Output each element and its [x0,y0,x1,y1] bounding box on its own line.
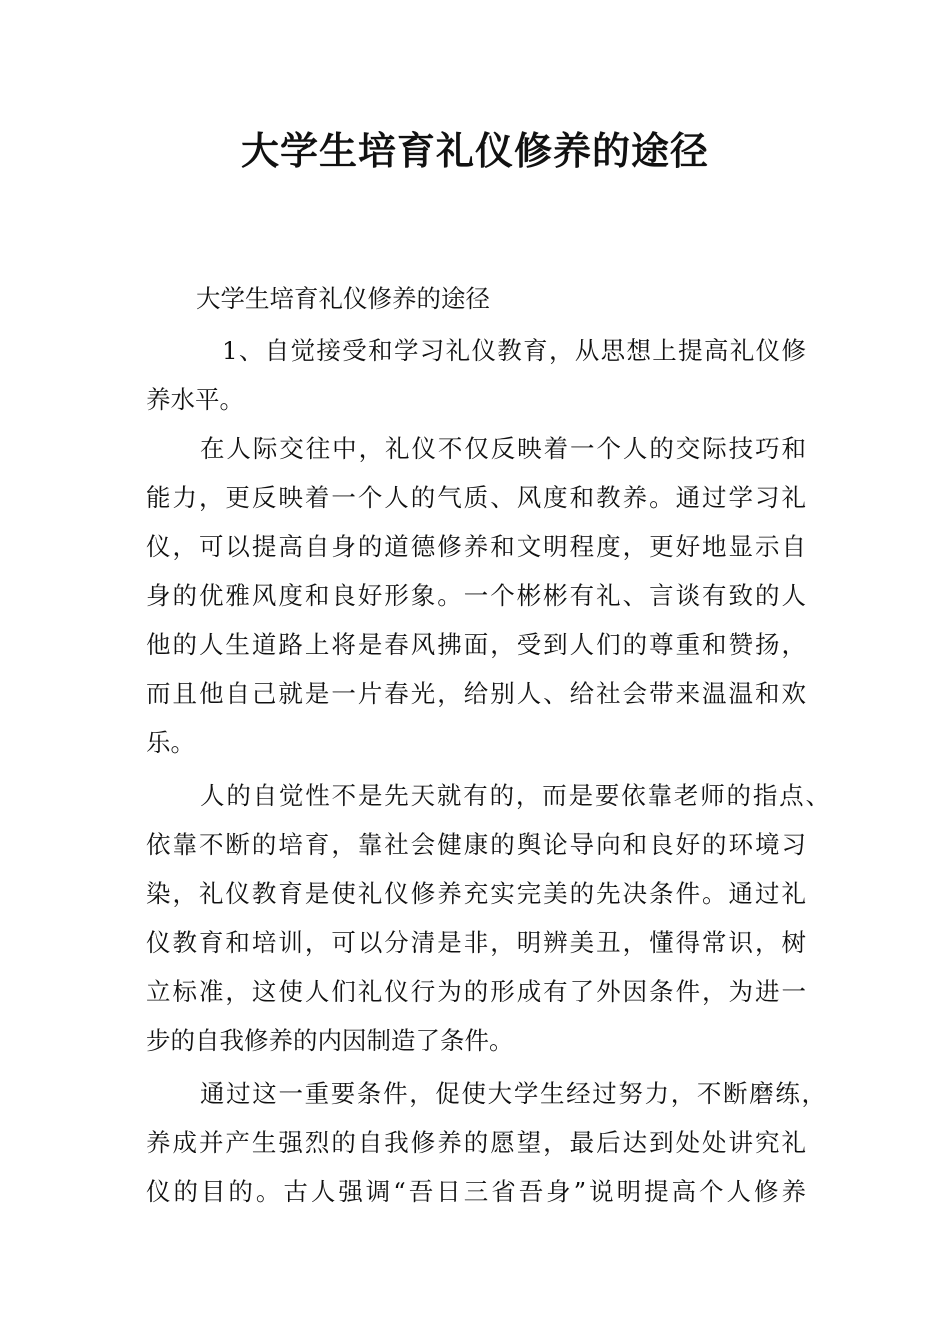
text-line: 而且他自己就是一片春光，给别人、给社会带来温温和欢 [146,679,806,708]
text-line: 仪教育和培训，可以分清是非，明辨美丑，懂得常识，树 [146,928,806,957]
text-line: 养水平。 [146,385,244,414]
text-line: 依靠不断的培育，靠社会健康的舆论导向和良好的环境习 [146,830,806,859]
text-line: 在人际交往中，礼仪不仅反映着一个人的交际技巧和 [200,434,806,463]
text-line: 身的优雅风度和良好形象。一个彬彬有礼、言谈有致的人 [146,581,806,610]
text-line: 仪的目的。古人强调“吾日三省吾身”说明提高个人修养 [146,1177,806,1206]
text-line: 步的自我修养的内因制造了条件。 [146,1026,514,1055]
text-line: 他的人生道路上将是春风拂面，受到人们的尊重和赞扬， [146,630,806,659]
text-line: 养成并产生强烈的自我修养的愿望，最后达到处处讲究礼 [146,1128,806,1157]
text-line: 立标准，这使人们礼仪行为的形成有了外因条件，为进一 [146,977,806,1006]
text-line: 染，礼仪教育是使礼仪修养充实完美的先决条件。通过礼 [146,879,806,908]
text-line: 仪，可以提高自身的道德修养和文明程度，更好地显示自 [146,532,806,561]
body-subtitle: 大学生培育礼仪修养的途径 [196,284,490,313]
text-line: 通过这一重要条件，促使大学生经过努力，不断磨练， [200,1079,826,1108]
text-line: 能力，更反映着一个人的气质、风度和教养。通过学习礼 [146,483,806,512]
text-line: 乐。 [146,728,195,757]
section-heading: 1、自觉接受和学习礼仪教育，从思想上提高礼仪修 [222,336,806,365]
text-line: 人的自觉性不是先天就有的，而是要依靠老师的指点、 [200,781,830,810]
document-title: 大学生培育礼仪修养的途径 [240,129,709,173]
